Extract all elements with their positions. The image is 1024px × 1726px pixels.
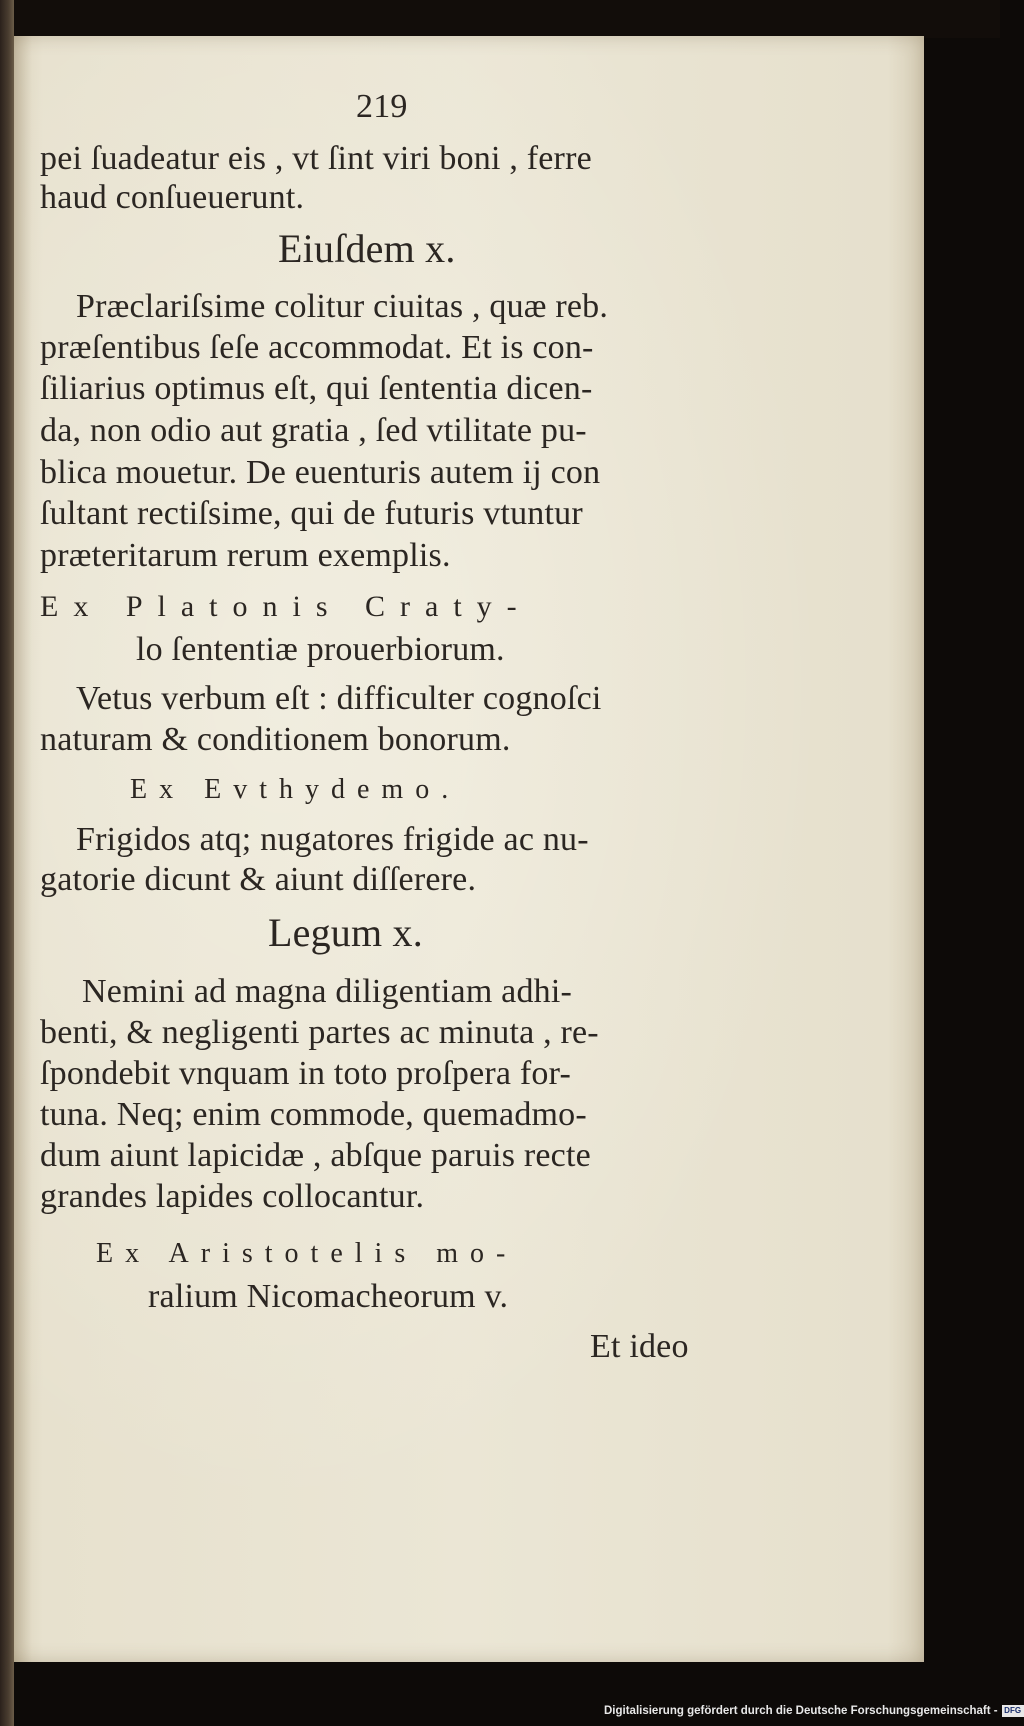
text-line: pei ſuadeatur eis , vt ſint viri boni , ferre (40, 140, 592, 177)
book-binding-edge (0, 0, 14, 1726)
scan-top-border (0, 0, 1000, 38)
catchword: Et ideo (590, 1328, 689, 1365)
digitization-credit (604, 1702, 1024, 1720)
text-line: præteritarum rerum exemplis. (40, 537, 451, 574)
text-line: dum aiunt lapicidæ , abſque paruis recte (40, 1137, 591, 1174)
section-heading-line: lo ſententiæ prouerbiorum. (136, 631, 505, 668)
text-line: grandes lapides collocantur. (40, 1178, 425, 1215)
credit-text: Digitalisierung gefördert durch die Deutsche Forschungsgemeinschaft - (604, 1705, 998, 1717)
text-line: ſiliarius optimus eſt, qui ſententia dicen- (40, 370, 593, 407)
text-line: præſentibus ſeſe accommodat. Et is con- (40, 329, 594, 366)
text-line: benti, & negligenti partes ac minuta , re- (40, 1014, 599, 1051)
section-heading: Ex Platonis Craty- (40, 590, 532, 623)
book-page (6, 36, 924, 1662)
text-line: Vetus verbum eſt : difficulter cognoſci (76, 680, 602, 717)
page-number: 219 (356, 88, 408, 125)
text-line: ſpondebit vnquam in toto proſpera for- (40, 1055, 571, 1092)
text-line: naturam & conditionem bonorum. (40, 721, 511, 758)
text-line: tuna. Neq; enim commode, quemadmo- (40, 1096, 587, 1133)
text-line: Præclariſsime colitur ciuitas , quæ reb. (76, 288, 609, 325)
text-line: ſultant rectiſsime, qui de futuris vtuntur (40, 495, 583, 532)
text-line: haud conſueuerunt. (40, 179, 305, 216)
text-line: gatorie dicunt & aiunt diſſerere. (40, 861, 477, 898)
section-heading: Legum x. (268, 910, 423, 955)
section-heading: Ex Evthydemo. (130, 774, 461, 805)
section-heading: Eiuſdem x. (278, 226, 456, 271)
text-line: Nemini ad magna diligentiam adhi- (82, 973, 573, 1010)
text-line: da, non odio aut gratia , ſed vtilitate pu- (40, 412, 587, 449)
text-line: Frigidos atq; nugatores frigide ac nu- (76, 821, 589, 858)
section-heading: Ex Aristotelis mo- (96, 1238, 518, 1269)
dfg-logo: DFG (1002, 1705, 1024, 1717)
text-line: blica mouetur. De euenturis autem ij con (40, 454, 601, 491)
section-heading-line: ralium Nicomacheorum v. (148, 1278, 509, 1315)
